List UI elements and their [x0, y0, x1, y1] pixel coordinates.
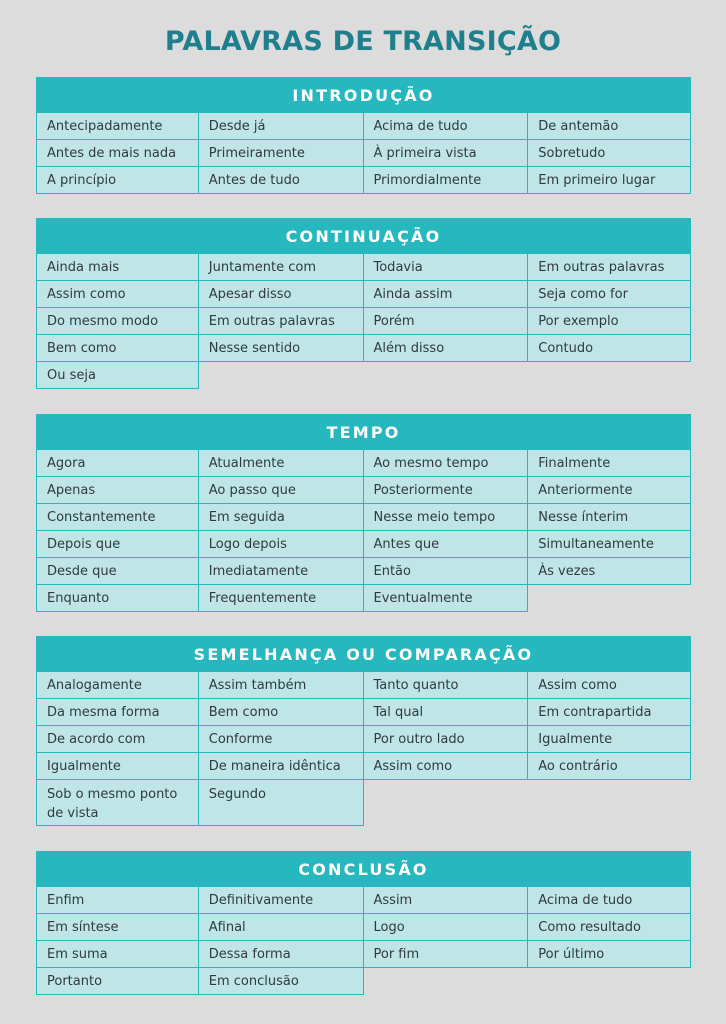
word-cell: Contudo — [527, 334, 691, 362]
word-cell: Primordialmente — [363, 166, 529, 194]
word-column — [364, 887, 529, 968]
word-cell: De maneira idêntica — [198, 752, 364, 780]
word-cell: Ao contrário — [527, 752, 691, 780]
word-cell: Apesar disso — [198, 280, 364, 308]
word-cell: Ou seja — [36, 361, 199, 389]
word-cell: Logo — [363, 913, 529, 941]
word-column — [364, 672, 529, 780]
word-cell: Por último — [527, 940, 691, 968]
word-column — [36, 113, 199, 194]
word-column — [199, 887, 364, 995]
word-cell: Tanto quanto — [363, 671, 529, 699]
word-cell: Assim como — [36, 280, 199, 308]
word-cell: Agora — [36, 449, 199, 477]
word-cell: De antemão — [527, 112, 691, 140]
word-cell: Anteriormente — [527, 476, 691, 504]
word-table — [36, 254, 691, 389]
word-cell: Analogamente — [36, 671, 199, 699]
word-cell: Em outras palavras — [198, 307, 364, 335]
word-cell: Definitivamente — [198, 886, 364, 914]
section-heading: CONCLUSÃO — [36, 851, 691, 887]
word-cell: Assim como — [363, 752, 529, 780]
word-cell: Simultaneamente — [527, 530, 691, 558]
word-cell: Acima de tudo — [363, 112, 529, 140]
word-cell: Nesse ínterim — [527, 503, 691, 531]
word-column — [199, 450, 364, 612]
word-cell: Constantemente — [36, 503, 199, 531]
word-cell: Antecipadamente — [36, 112, 199, 140]
section-4 — [36, 851, 691, 995]
word-cell: Nesse sentido — [198, 334, 364, 362]
word-column — [199, 113, 364, 194]
word-cell: Ao mesmo tempo — [363, 449, 529, 477]
word-column — [528, 887, 691, 968]
word-column — [528, 450, 691, 585]
section-heading: INTRODUÇÃO — [36, 77, 691, 113]
word-cell: Por exemplo — [527, 307, 691, 335]
word-cell: Ao passo que — [198, 476, 364, 504]
word-cell: Seja como for — [527, 280, 691, 308]
word-cell: Às vezes — [527, 557, 691, 585]
section-0 — [36, 77, 691, 194]
word-cell: Por fim — [363, 940, 529, 968]
word-column — [36, 450, 199, 612]
word-cell: Finalmente — [527, 449, 691, 477]
word-cell: Do mesmo modo — [36, 307, 199, 335]
word-cell: Por outro lado — [363, 725, 529, 753]
word-cell: Igualmente — [527, 725, 691, 753]
word-cell: Tal qual — [363, 698, 529, 726]
word-cell: Dessa forma — [198, 940, 364, 968]
word-cell: Além disso — [363, 334, 529, 362]
word-cell: Posteriormente — [363, 476, 529, 504]
word-cell: Logo depois — [198, 530, 364, 558]
word-cell: Primeiramente — [198, 139, 364, 167]
word-cell: De acordo com — [36, 725, 199, 753]
word-column — [199, 672, 364, 826]
word-cell: Então — [363, 557, 529, 585]
word-cell: Todavia — [363, 253, 529, 281]
word-cell: Atualmente — [198, 449, 364, 477]
word-cell: Antes de tudo — [198, 166, 364, 194]
section-1 — [36, 218, 691, 389]
section-heading: CONTINUAÇÃO — [36, 218, 691, 254]
word-cell: Nesse meio tempo — [363, 503, 529, 531]
section-2 — [36, 414, 691, 612]
word-cell: Depois que — [36, 530, 199, 558]
word-cell: Bem como — [36, 334, 199, 362]
word-cell: Em conclusão — [198, 967, 364, 995]
section-heading: SEMELHANÇA OU COMPARAÇÃO — [36, 636, 691, 672]
word-cell: Enfim — [36, 886, 199, 914]
word-cell: Da mesma forma — [36, 698, 199, 726]
word-cell: Ainda assim — [363, 280, 529, 308]
word-column — [364, 113, 529, 194]
page-title: PALAVRAS DE TRANSIÇÃO — [164, 26, 562, 57]
word-column — [364, 254, 529, 362]
word-table — [36, 450, 691, 612]
word-cell: Afinal — [198, 913, 364, 941]
word-cell: Sobretudo — [527, 139, 691, 167]
word-column — [528, 254, 691, 362]
word-cell: Portanto — [36, 967, 199, 995]
word-cell: Frequentemente — [198, 584, 364, 612]
word-cell: Ainda mais — [36, 253, 199, 281]
word-column — [36, 887, 199, 995]
word-column — [36, 672, 199, 826]
word-cell: À primeira vista — [363, 139, 529, 167]
word-cell: Sob o mesmo ponto de vista — [36, 779, 199, 826]
word-cell: Assim também — [198, 671, 364, 699]
word-column — [36, 254, 199, 389]
word-cell: Imediatamente — [198, 557, 364, 585]
word-cell: Porém — [363, 307, 529, 335]
word-cell: Enquanto — [36, 584, 199, 612]
word-cell: Em outras palavras — [527, 253, 691, 281]
word-cell: Em síntese — [36, 913, 199, 941]
word-table — [36, 113, 691, 194]
word-table — [36, 887, 691, 995]
word-column — [528, 672, 691, 780]
word-cell: Assim — [363, 886, 529, 914]
word-cell: Bem como — [198, 698, 364, 726]
word-cell: Eventualmente — [363, 584, 529, 612]
section-3 — [36, 636, 691, 826]
word-cell: Juntamente com — [198, 253, 364, 281]
word-cell: Igualmente — [36, 752, 199, 780]
word-column — [528, 113, 691, 194]
word-cell: Antes de mais nada — [36, 139, 199, 167]
word-cell: Conforme — [198, 725, 364, 753]
word-column — [364, 450, 529, 612]
word-cell: Assim como — [527, 671, 691, 699]
word-cell: Segundo — [198, 779, 364, 826]
word-column — [199, 254, 364, 362]
word-cell: Acima de tudo — [527, 886, 691, 914]
word-cell: Em contrapartida — [527, 698, 691, 726]
word-cell: Desde já — [198, 112, 364, 140]
word-cell: Em primeiro lugar — [527, 166, 691, 194]
word-cell: Como resultado — [527, 913, 691, 941]
word-cell: Desde que — [36, 557, 199, 585]
section-heading: TEMPO — [36, 414, 691, 450]
word-cell: Antes que — [363, 530, 529, 558]
word-cell: Apenas — [36, 476, 199, 504]
word-cell: Em suma — [36, 940, 199, 968]
word-cell: Em seguida — [198, 503, 364, 531]
word-table — [36, 672, 691, 826]
word-cell: A princípio — [36, 166, 199, 194]
